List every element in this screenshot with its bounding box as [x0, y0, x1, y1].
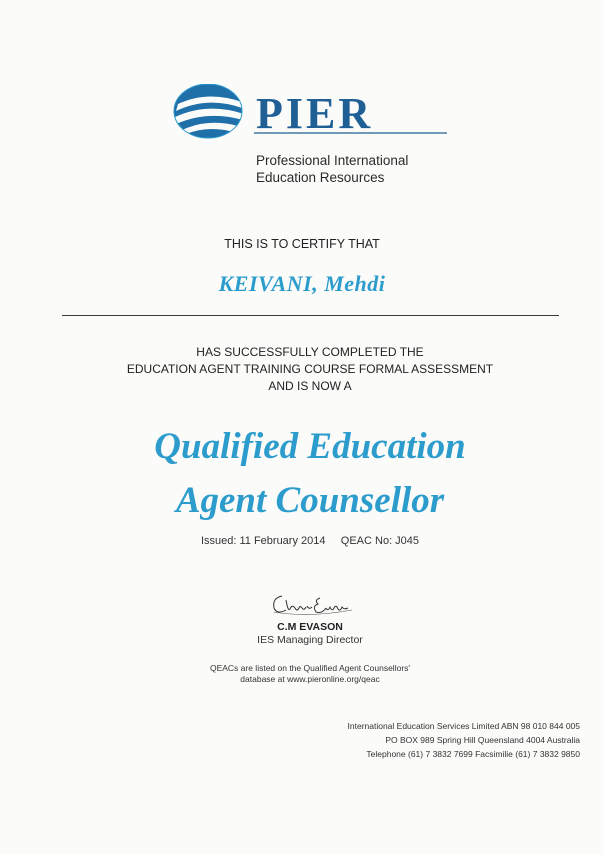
completion-line-2: EDUCATION AGENT TRAINING COURSE FORMAL ASSESSMENT — [126, 362, 494, 376]
issue-date: Issued: 11 February 2014 — [200, 535, 326, 547]
certify-intro: THIS IS TO CERTIFY THAT — [224, 237, 380, 251]
completion-line-3: AND IS NOW A — [268, 379, 352, 393]
completion-line-1: HAS SUCCESSFULLY COMPLETED THE — [196, 345, 424, 359]
footer-address: PO BOX 989 Spring Hill Queensland 4004 Australia — [385, 735, 580, 745]
handwritten-signature — [268, 588, 358, 620]
footer-company: International Education Services Limited ABN 98 010 844 005 — [347, 721, 580, 731]
brand-tagline — [256, 152, 408, 186]
qualification-title-line-2: Agent Counsellor — [175, 480, 445, 521]
database-note-line-1: QEACs are listed on the Qualified Agent Counsellors' — [209, 663, 411, 673]
qualification-title-line-1: Qualified Education — [154, 426, 466, 467]
recipient-name: KEIVANI, Mehdi — [218, 271, 386, 296]
database-note-line-2: database at www.pieronline.org/qeac — [240, 674, 380, 684]
brand-name: PIER — [256, 89, 374, 138]
signer-role: IES Managing Director — [257, 634, 363, 646]
tagline-line-2: Education Resources — [256, 170, 385, 185]
footer-phone: Telephone (61) 7 3832 7699 Facsimilie (61) 7 3832 9850 — [366, 749, 580, 759]
pier-swirl-icon — [174, 84, 244, 138]
divider-line — [62, 315, 559, 316]
tagline-line-1: Professional International — [256, 153, 409, 168]
signer-name: C.M EVASON — [277, 621, 343, 633]
issue-details — [0, 535, 604, 547]
qeac-number: QEAC No: J045 — [340, 535, 420, 547]
